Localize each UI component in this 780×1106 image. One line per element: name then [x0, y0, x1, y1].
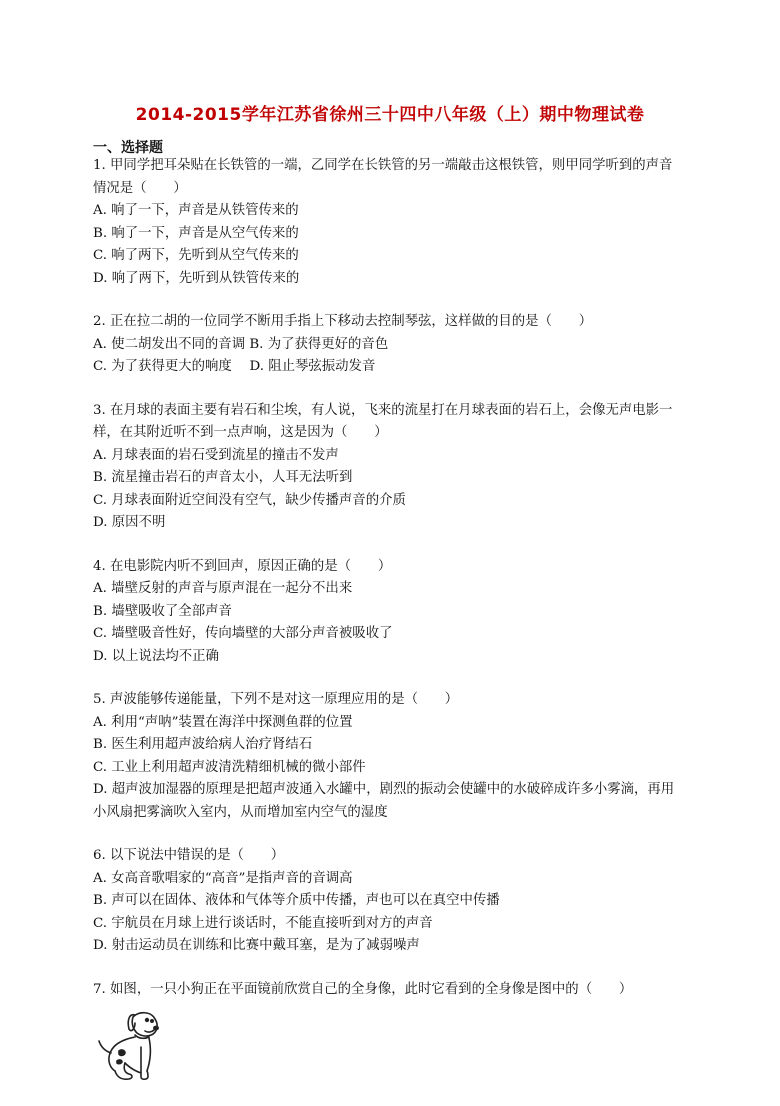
- section-heading: 一、选择题: [93, 140, 163, 156]
- option-b: B. 墙壁吸收了全部声音: [93, 603, 232, 619]
- option-d: D. 以上说法均不正确: [93, 648, 219, 664]
- option-a-b: A. 使二胡发出不同的音调 B. 为了获得更好的音色: [93, 336, 389, 352]
- question-6: [93, 845, 695, 958]
- question-text: 样，在其附近听不到一点声响，这是因为（ ）: [93, 425, 388, 440]
- option-b: B. 医生利用超声波给病人治疗肾结石: [93, 737, 313, 752]
- question-text: 5. 声波能够传递能量，下列不是对这一原理应用的是（ ）: [93, 692, 459, 707]
- questions-list: [93, 155, 695, 1106]
- option-d: D. 原因不明: [93, 515, 166, 530]
- option-b: B. 声可以在固体、液体和气体等介质中传播，声也可以在真空中传播: [93, 893, 500, 908]
- question-4: [93, 556, 695, 669]
- option-d-continued: 小风扇把雾滴吹入室内，从而增加室内空气的湿度: [93, 804, 388, 820]
- option-a: A. 女高音歌唱家的“高音”是指声音的音调高: [93, 870, 353, 886]
- question-text: 6. 以下说法中错误的是（ ）: [93, 848, 285, 863]
- option-c: C. 工业上利用超声波清洗精细机械的微小部件: [93, 759, 366, 775]
- option-d: D. 射击运动员在训练和比赛中戴耳塞，是为了减弱噪声: [93, 938, 420, 953]
- question-5: [93, 689, 695, 824]
- option-c-d: C. 为了获得更大的响度 D. 阻止琴弦振动发音: [93, 359, 376, 374]
- question-text: 2. 正在拉二胡的一位同学不断用手指上下移动去控制琴弦，这样做的目的是（ ）: [93, 314, 593, 329]
- option-a: A. 墙壁反射的声音与原声混在一起分不出来: [93, 581, 353, 596]
- option-b: B. 响了一下，声音是从空气传来的: [93, 225, 299, 241]
- option-c: C. 墙壁吸音性好，传向墙壁的大部分声音被吸收了: [93, 626, 393, 641]
- option-c: C. 响了两下，先听到从空气传来的: [93, 248, 299, 263]
- question-text: 7. 如图，一只小狗正在平面镜前欣赏自己的全身像，此时它看到的全身像是图中的（ ）: [93, 981, 633, 997]
- dog-figure: [95, 1007, 165, 1085]
- question-text: 3. 在月球的表面主要有岩石和尘埃，有人说，飞来的流星打在月球表面的岩石上，会像无声电影一: [93, 402, 673, 418]
- question-7: [93, 979, 695, 1086]
- option-a: A. 利用“声呐”装置在海洋中探测鱼群的位置: [93, 714, 353, 730]
- option-d: D. 响了两下，先听到从铁管传来的: [93, 270, 300, 286]
- option-b: B. 流星撞击岩石的声音太小，人耳无法听到: [93, 470, 353, 485]
- question-2: [93, 311, 695, 379]
- question-1: [93, 155, 695, 290]
- question-text: 1. 甲同学把耳朵贴在长铁管的一端，乙同学在长铁管的另一端敲击这根铁管，则甲同学听到的声音: [93, 158, 673, 173]
- option-c: C. 宇航员在月球上进行谈话时，不能直接听到对方的声音: [93, 915, 433, 931]
- option-c: C. 月球表面附近空间没有空气，缺少传播声音的介质: [93, 492, 406, 508]
- option-a: A. 月球表面的岩石受到流星的撞击不发声: [93, 447, 339, 463]
- question-text: 情况是（ ）: [93, 180, 187, 196]
- question-3: [93, 400, 695, 535]
- option-a: A. 响了一下，声音是从铁管传来的: [93, 203, 299, 218]
- page-title: 2014-2015学年江苏省徐州三十四中八年级（上）期中物理试卷: [135, 105, 645, 125]
- option-d: D. 超声波加湿器的原理是把超声波通入水罐中，剧烈的振动会使罐中的水破碎成许多小雾滴，再用: [93, 782, 675, 797]
- question-text: 4. 在电影院内听不到回声，原因正确的是（ ）: [93, 558, 392, 574]
